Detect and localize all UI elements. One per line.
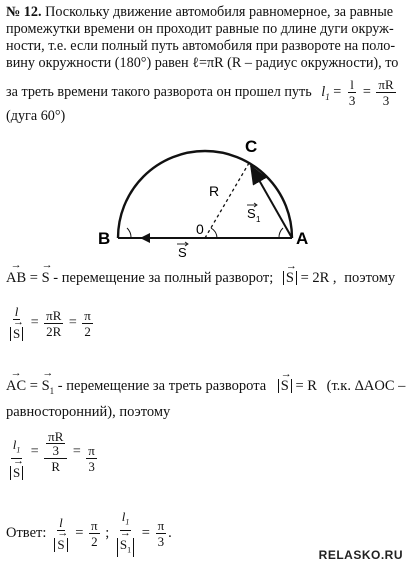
fraction-pi-over-2: $\frac{\pi}{2}$	[84, 307, 91, 339]
problem-line-5: за треть времени такого разворота он прошел путь $l_1$ = $\frac{l}{3}$ = $\frac{\pi R}{3}$	[6, 77, 394, 108]
step1-line: → AB = → S - перемещение за полный разворот; → S = 2R , поэтому	[6, 270, 395, 287]
step1-formula: l → S = $\frac{\pi R}{2R}$ = $\frac{\pi}{2}$	[6, 305, 95, 341]
problem-line-2: промежутки времени он проходит равные по длине дуги окруж-	[6, 21, 394, 37]
fraction-piR3-over-R: πR 3 R	[44, 430, 67, 473]
step1-tail: поэтому	[344, 270, 396, 286]
label-S1-sub: 1	[256, 215, 261, 224]
problem-text-1: Поскольку движение автомобиля равномерное, за равные	[45, 4, 394, 20]
vector-AB: → AB	[6, 270, 26, 287]
site-watermark: RELASKO.RU	[318, 548, 403, 562]
abs-S-2: → S	[278, 379, 292, 393]
problem-line-1	[6, 4, 393, 21]
answer-fraction-b-result: $\frac{\pi}{3}$	[157, 518, 165, 550]
step2-text: - перемещение за треть разворота	[57, 378, 267, 394]
vector-AC: → AC	[6, 378, 26, 395]
fraction-pi-over-3: $\frac{\pi}{3}$	[88, 443, 95, 475]
label-O: 0	[196, 221, 204, 237]
step2-eq: = R	[295, 378, 317, 394]
problem-line-4: вину окружности (180°) равен ℓ=πR (R – радиус окружности), то	[6, 55, 399, 71]
label-B: B	[98, 229, 111, 248]
abs-S: → S	[283, 271, 297, 285]
label-C: C	[245, 137, 258, 156]
answer-fraction-b: $l_1$ → $S_1$	[115, 510, 136, 557]
step2-formula: $l_1$ → S = πR 3 R = $\frac{\pi}{3}$	[6, 424, 99, 480]
fraction-l1-over-absS: $l_1$ → S	[8, 438, 25, 480]
vector-S1: → $S_1$	[42, 378, 55, 400]
fraction-piR-over-2R: $\frac{\pi R}{2R}$	[46, 307, 62, 339]
semicircle-diagram	[0, 130, 411, 260]
vector-S: → S	[42, 270, 50, 287]
fraction-l-over-absS: l → S	[8, 305, 25, 341]
problem-text-5: за треть времени такого разворота он прошел путь	[6, 83, 312, 100]
label-A: A	[296, 229, 309, 248]
step1-text: - перемещение за полный разворот;	[53, 270, 274, 286]
step2-tail: (т.к. ΔAOC –	[326, 378, 406, 394]
answer-fraction-a-result: $\frac{\pi}{2}$	[91, 518, 98, 550]
problem-line-6: (дуга 60°)	[6, 108, 66, 124]
step2-line: → AC = → $S_1$ - перемещение за треть разворота → S = R (т.к. ΔAOC –	[6, 378, 405, 400]
label-S: S	[178, 245, 187, 260]
fraction-piR-over-3: $\frac{\pi R}{3}$	[378, 77, 394, 108]
label-S1: S	[247, 206, 256, 221]
step1-eq: = 2R ,	[300, 270, 337, 286]
problem-number: № 12.	[6, 4, 42, 20]
fraction-l-over-3: $\frac{l}{3}$	[348, 77, 356, 108]
answer-line: Ответ: l → S = $\frac{\pi}{2}$ ; $l_1$ → $S_1$ = $\frac{\pi}{3}$ .	[6, 510, 172, 557]
displacement-S1	[251, 166, 292, 238]
step2-line2: равносторонний), поэтому	[6, 404, 171, 420]
answer-label: Ответ:	[6, 525, 47, 542]
path-l1: $l_1$	[321, 83, 330, 102]
label-R: R	[209, 183, 220, 199]
radius-OC	[205, 163, 249, 238]
answer-fraction-a: l → S	[52, 516, 69, 552]
problem-line-3: ности, т.е. если полный путь автомобиля при развороте на поло-	[6, 38, 396, 54]
semicircle-arc	[118, 151, 292, 238]
